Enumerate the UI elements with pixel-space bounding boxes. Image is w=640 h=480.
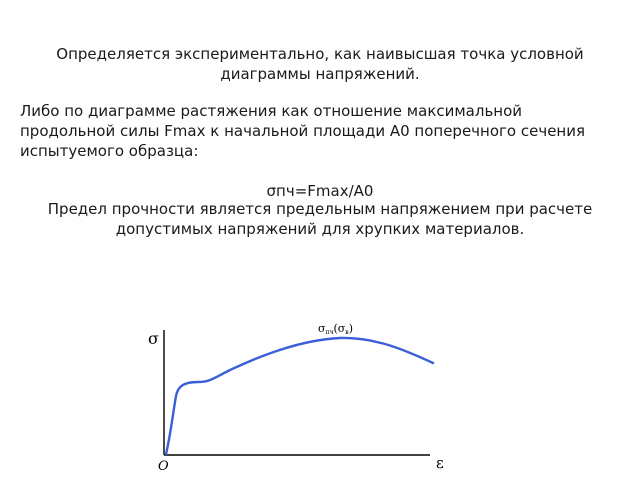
svg-text:σпч(σв) — [318, 322, 353, 336]
peak-label — [318, 322, 353, 336]
conclusion-paragraph: Предел прочности является предельным напряжением при расчете допустимых напряжений для хрупких материалов. — [47, 200, 593, 238]
peak-label-main: σ — [318, 322, 326, 335]
y-axis-label: σ — [148, 329, 159, 348]
x-axis-label: ε — [436, 454, 444, 472]
peak-label-sub: пч — [325, 329, 334, 336]
definition-paragraph: Либо по диаграмме растяжения как отношение максимальной продольной силы Fmax к начальной площади А0 поперечного сечения испытуемого образца: — [20, 102, 586, 160]
peak-label-paren-close: ) — [348, 322, 353, 335]
peak-label-paren-open: (σ — [333, 322, 346, 335]
stress-strain-diagram — [140, 318, 460, 476]
intro-paragraph: Определяется экспериментально, как наивысшая точка условной диаграммы напряжений. — [56, 45, 584, 83]
peak-label-paren-sub: в — [345, 329, 349, 336]
origin-label: O — [158, 459, 169, 474]
stress-strain-curve — [166, 338, 433, 454]
formula: σпч=Fmax/A0 — [266, 182, 374, 200]
